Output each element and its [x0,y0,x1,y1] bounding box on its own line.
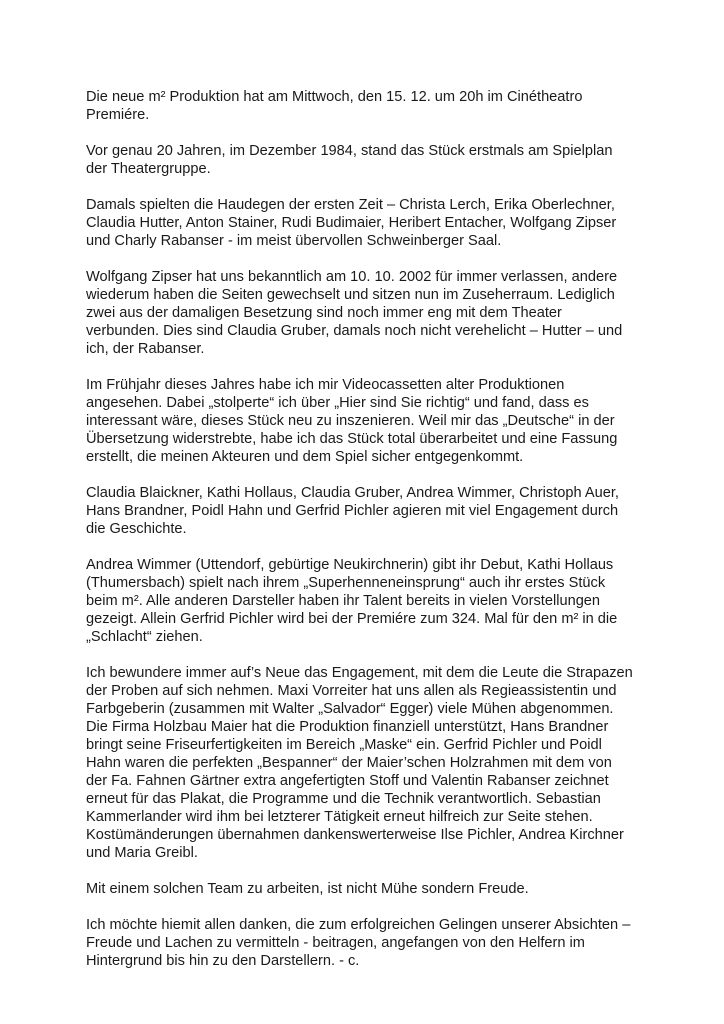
paragraph-debuts [86,556,666,646]
text-line: gezeigt. Allein Gerfrid Pichler wird bei der Premiére zum 324. Mal für den m² in die [86,611,618,627]
text-line: Ich bewundere immer auf’s Neue das Engagement, mit dem die Leute die Strapazen [86,665,633,681]
text-line: Die Firma Holzbau Maier hat die Produktion finanziell unterstützt, Hans Brandner [86,719,609,735]
text-line: Andrea Wimmer (Uttendorf, gebürtige Neukirchnerin) gibt ihr Debut, Kathi Hollaus [86,557,614,573]
text-line: Hahn waren die perfekten „Bespanner“ der Maier’schen Holzrahmen mit dem von [86,755,612,771]
text-line: Im Frühjahr dieses Jahres habe ich mir Videocassetten alter Produktionen [86,377,565,393]
text-line: Premiére. [86,107,150,123]
text-line: Ich möchte hiemit allen danken, die zum erfolgreichen Gelingen unserer Absichten – [86,917,631,933]
text-line: ich, der Rabanser. [86,341,205,357]
document-page [86,88,666,988]
paragraph-original-cast [86,196,666,250]
paragraph-current-cast [86,484,666,538]
text-line: Hans Brandner, Poidl Hahn und Gerfrid Pichler agieren mit viel Engagement durch [86,503,619,519]
text-line: der Proben auf sich nehmen. Maxi Vorreiter hat uns allen als Regieassistentin und [86,683,617,699]
paragraph-history [86,142,666,178]
text-line: Vor genau 20 Jahren, im Dezember 1984, stand das Stück erstmals am Spielplan [86,143,613,159]
text-line: und Charly Rabanser - im meist übervollen Schweinberger Saal. [86,233,502,249]
text-line: beim m². Alle anderen Darsteller haben ihr Talent bereits in vielen Vorstellungen [86,593,601,609]
text-line: interessant wäre, dieses Stück neu zu inszenieren. Weil mir das „Deutsche“ in der [86,413,615,429]
text-line: Claudia Blaickner, Kathi Hollaus, Claudia Gruber, Andrea Wimmer, Christoph Auer, [86,485,619,501]
paragraph-rework [86,376,666,466]
text-line: Kostümänderungen übernahmen dankenswerterweise Ilse Pichler, Andrea Kirchner [86,827,624,843]
paragraph-team [86,880,666,898]
text-line: Wolfgang Zipser hat uns bekanntlich am 10. 10. 2002 für immer verlassen, andere [86,269,618,285]
text-line: verbunden. Dies sind Claudia Gruber, damals noch nicht verehelicht – Hutter – und [86,323,623,339]
text-line: wiederum haben die Seiten gewechselt und sitzen nun im Zuseherraum. Lediglich [86,287,615,303]
text-line: Kammerlander wird ihm bei letzterer Tätigkeit erneut hilfreich zur Seite stehen. [86,809,593,825]
paragraph-premiere [86,88,666,124]
text-line: der Fa. Fahnen Gärtner extra angefertigten Stoff und Valentin Rabanser zeichnet [86,773,609,789]
text-line: Hintergrund bis hin zu den Darstellern. - c. [86,953,360,969]
text-line: angesehen. Dabei „stolperte“ ich über „Hier sind Sie richtig“ und fand, dass es [86,395,589,411]
text-line: „Schlacht“ ziehen. [86,629,203,645]
text-line: die Geschichte. [86,521,187,537]
text-line: Farbgeberin (zusammen mit Walter „Salvador“ Egger) viele Mühen abgenommen. [86,701,614,717]
text-line: Die neue m² Produktion hat am Mittwoch, den 15. 12. um 20h im Cinétheatro [86,89,583,105]
text-line: bringt seine Friseurfertigkeiten im Bereich „Maske“ ein. Gerfrid Pichler und Poidl [86,737,602,753]
text-line: zwei aus der damaligen Besetzung sind noch immer eng mit dem Theater [86,305,562,321]
text-line: erstellt, die meinen Akteuren und dem Spiel sicher entgegenkommt. [86,449,524,465]
text-line: Übersetzung widerstrebte, habe ich das Stück total überarbeitet und eine Fassung [86,431,618,447]
text-line: erneut für das Plakat, die Programme und die Technik verantwortlich. Sebastian [86,791,601,807]
text-line: Freude und Lachen zu vermitteln - beitragen, angefangen von den Helfern im [86,935,585,951]
paragraph-thanks [86,916,666,970]
text-line: Claudia Hutter, Anton Stainer, Rudi Budimaier, Heribert Entacher, Wolfgang Zipser [86,215,617,231]
text-line: Damals spielten die Haudegen der ersten Zeit – Christa Lerch, Erika Oberlechner, [86,197,615,213]
text-line: Mit einem solchen Team zu arbeiten, ist nicht Mühe sondern Freude. [86,881,529,897]
paragraph-memorial [86,268,666,358]
text-line: (Thumersbach) spielt nach ihrem „Superhenneneinsprung“ auch ihr erstes Stück [86,575,606,591]
paragraph-crew [86,664,666,862]
text-line: und Maria Greibl. [86,845,198,861]
text-line: der Theatergruppe. [86,161,211,177]
